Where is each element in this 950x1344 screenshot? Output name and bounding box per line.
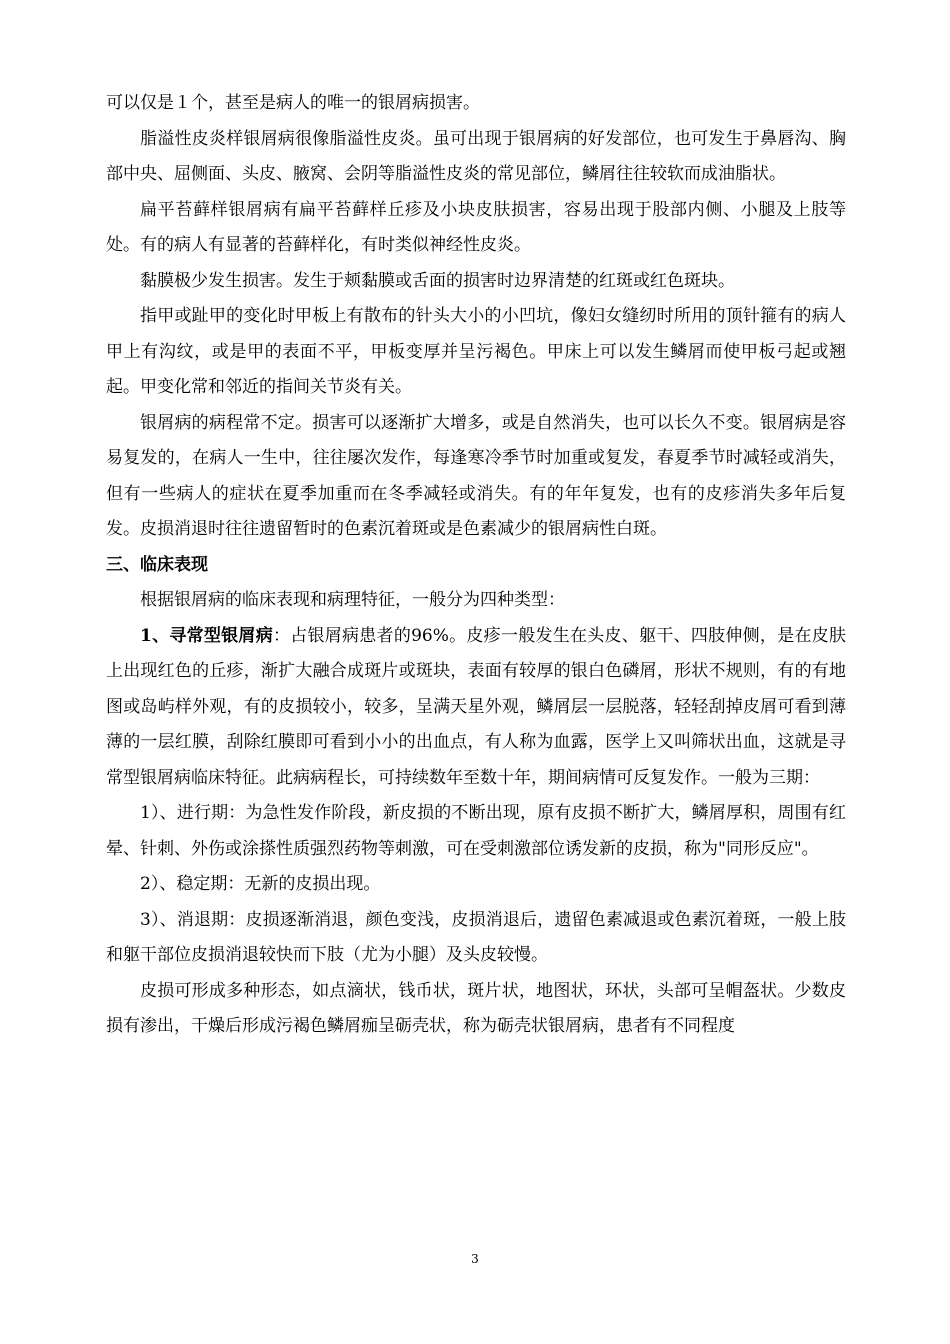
paragraph-types-intro: 根据银屑病的临床表现和病理特征，一般分为四种类型：	[140, 590, 565, 610]
page-number: 3	[471, 1252, 479, 1266]
vulgaris-title: 1、寻常型银屑病	[140, 625, 273, 646]
paragraph-lichen-planus: 扁平苔藓样银屑病有扁平苔藓样丘疹及小块皮肤损害，容易出现于股部内侧、小腿及上肢等处。有的病人有显著的苔藓样化，有时类似神经性皮炎。	[106, 199, 846, 255]
paragraph-course: 银屑病的病程常不定。损害可以逐渐扩大增多，或是自然消失，也可以长久不变。银屑病是容易复发的，在病人一生中，往往屡次发作，每逢寒冷季节时加重或复发，春夏季节时减轻或消失，但有一些病人的症状在夏季加重而在冬季减轻或消失。有的年年复发，也有的皮疹消失多年后复发。皮损消退时往往遗留暂时的色素沉着斑或是色素减少的银屑病性白斑。	[106, 412, 846, 539]
paragraph-mucosa: 黏膜极少发生损害。发生于颊黏膜或舌面的损害时边界清楚的红斑或红色斑块。	[140, 270, 735, 291]
paragraph-1: 可以仅是１个，甚至是病人的唯一的银屑病损害。	[106, 93, 480, 113]
vulgaris-text: ：占银屑病患者的96%。皮疹一般发生在头皮、躯干、四肢伸侧，是在皮肤上出现红色的丘疹，渐扩大融合成斑片或斑块，表面有较厚的银白色磷屑，形状不规则，有的有地图或岛屿样外观，有的皮损较小，较多，呈满天星外观，鳞屑层一层脱落，轻轻刮掉皮屑可看到薄薄的一层红膜，刮除红膜即可看到小小的出血点，有人称为血露，医学上又叫筛状出血，这就是寻常型银屑病临床特征。此病病程长，可持续数年至数十年，期间病情可反复发作。一般为三期：	[106, 625, 846, 788]
section-heading: 三、临床表现	[106, 554, 208, 575]
document-body	[106, 86, 846, 1045]
paragraph-stable-stage: 2）、稳定期：无新的皮损出现。	[140, 874, 381, 894]
paragraph-progressive-stage: 1）、进行期：为急性发作阶段，新皮损的不断出现，原有皮损不断扩大，鳞屑厚积，周围有红晕、针刺、外伤或涂搽性质强烈药物等刺激，可在受刺激部位诱发新的皮损，称为"同形反应"。	[106, 803, 846, 859]
paragraph-morphology: 皮损可形成多种形态，如点滴状，钱币状，斑片状，地图状，环状，头部可呈帽盔状。少数皮损有渗出，干燥后形成污褐色鳞屑痂呈砺壳状，称为砺壳状银屑病，患者有不同程度	[106, 980, 846, 1036]
paragraph-regression-stage: 3）、消退期：皮损逐渐消退，颜色变浅，皮损消退后，遗留色素减退或色素沉着斑，一般上肢和躯干部位皮损消退较快而下肢（尤为小腿）及头皮较慢。	[106, 909, 846, 965]
paragraph-nails: 指甲或趾甲的变化时甲板上有散布的针头大小的小凹坑，像妇女缝纫时所用的顶针箍有的病人甲上有沟纹，或是甲的表面不平，甲板变厚并呈污褐色。甲床上可以发生鳞屑而使甲板弓起或翘起。甲变化常和邻近的指间关节炎有关。	[106, 306, 846, 397]
paragraph-vulgaris	[106, 619, 846, 797]
paragraph-seborrheic: 脂溢性皮炎样银屑病很像脂溢性皮炎。虽可出现于银屑病的好发部位，也可发生于鼻唇沟、胸部中央、屈侧面、头皮、腋窝、会阴等脂溢性皮炎的常见部位，鳞屑往往较软而成油脂状。	[106, 128, 846, 184]
